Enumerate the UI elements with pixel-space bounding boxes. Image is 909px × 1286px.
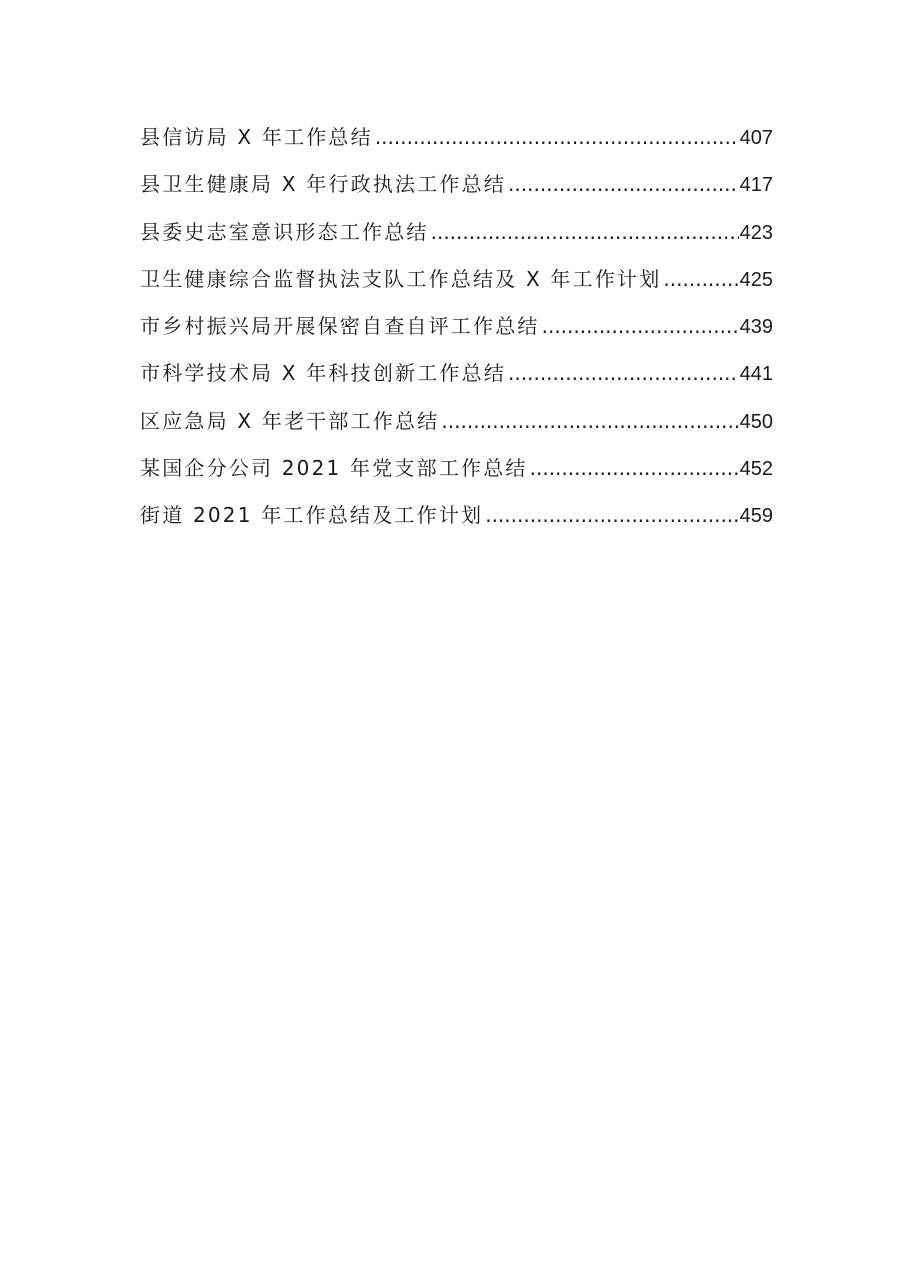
- toc-page-number: 459: [739, 505, 773, 528]
- toc-dot-leader: [530, 456, 739, 480]
- toc-entry[interactable]: [140, 452, 773, 499]
- toc-page-number: 450: [739, 410, 773, 433]
- toc-entry-title: 区应急局 X 年老干部工作总结: [140, 408, 440, 433]
- toc-dot-leader: [441, 409, 738, 433]
- toc-entry[interactable]: [140, 263, 773, 310]
- toc-entry-title: 某国企分公司 2021 年党支部工作总结: [140, 456, 528, 481]
- toc-entry-title: 市乡村振兴局开展保密自查自评工作总结: [140, 314, 540, 339]
- toc-entry-title: 卫生健康综合监督执法支队工作总结及 X 年工作计划: [140, 266, 662, 291]
- toc-dot-leader: [508, 361, 739, 385]
- toc-entry[interactable]: [140, 499, 773, 546]
- toc-entry[interactable]: [140, 405, 773, 452]
- toc-entry[interactable]: [140, 121, 773, 168]
- toc-entry-title: 县委史志室意识形态工作总结: [140, 219, 429, 244]
- toc-page-number: 425: [739, 268, 773, 291]
- toc-entry-title: 市科学技术局 X 年科技创新工作总结: [140, 361, 507, 386]
- table-of-contents: [140, 121, 773, 547]
- toc-dot-leader: [663, 267, 738, 291]
- toc-entry-title: 县卫生健康局 X 年行政执法工作总结: [140, 172, 507, 197]
- toc-page-number: 423: [739, 221, 773, 244]
- toc-entry-title: 县信访局 X 年工作总结: [140, 125, 373, 149]
- toc-entry[interactable]: [140, 310, 773, 357]
- toc-page-number: 441: [739, 363, 773, 386]
- toc-entry[interactable]: [140, 168, 773, 215]
- toc-page-number: 439: [739, 316, 773, 339]
- toc-dot-leader: [431, 220, 739, 244]
- toc-page-number: 407: [739, 127, 773, 149]
- toc-entry[interactable]: [140, 216, 773, 263]
- toc-entry[interactable]: [140, 357, 773, 404]
- toc-dot-leader: [542, 314, 739, 338]
- toc-dot-leader: [485, 503, 738, 527]
- toc-page-number: 417: [739, 174, 773, 197]
- toc-entry-title: 街道 2021 年工作总结及工作计划: [140, 503, 484, 528]
- toc-page-number: 452: [739, 458, 773, 481]
- toc-dot-leader: [508, 172, 739, 196]
- toc-dot-leader: [375, 125, 739, 149]
